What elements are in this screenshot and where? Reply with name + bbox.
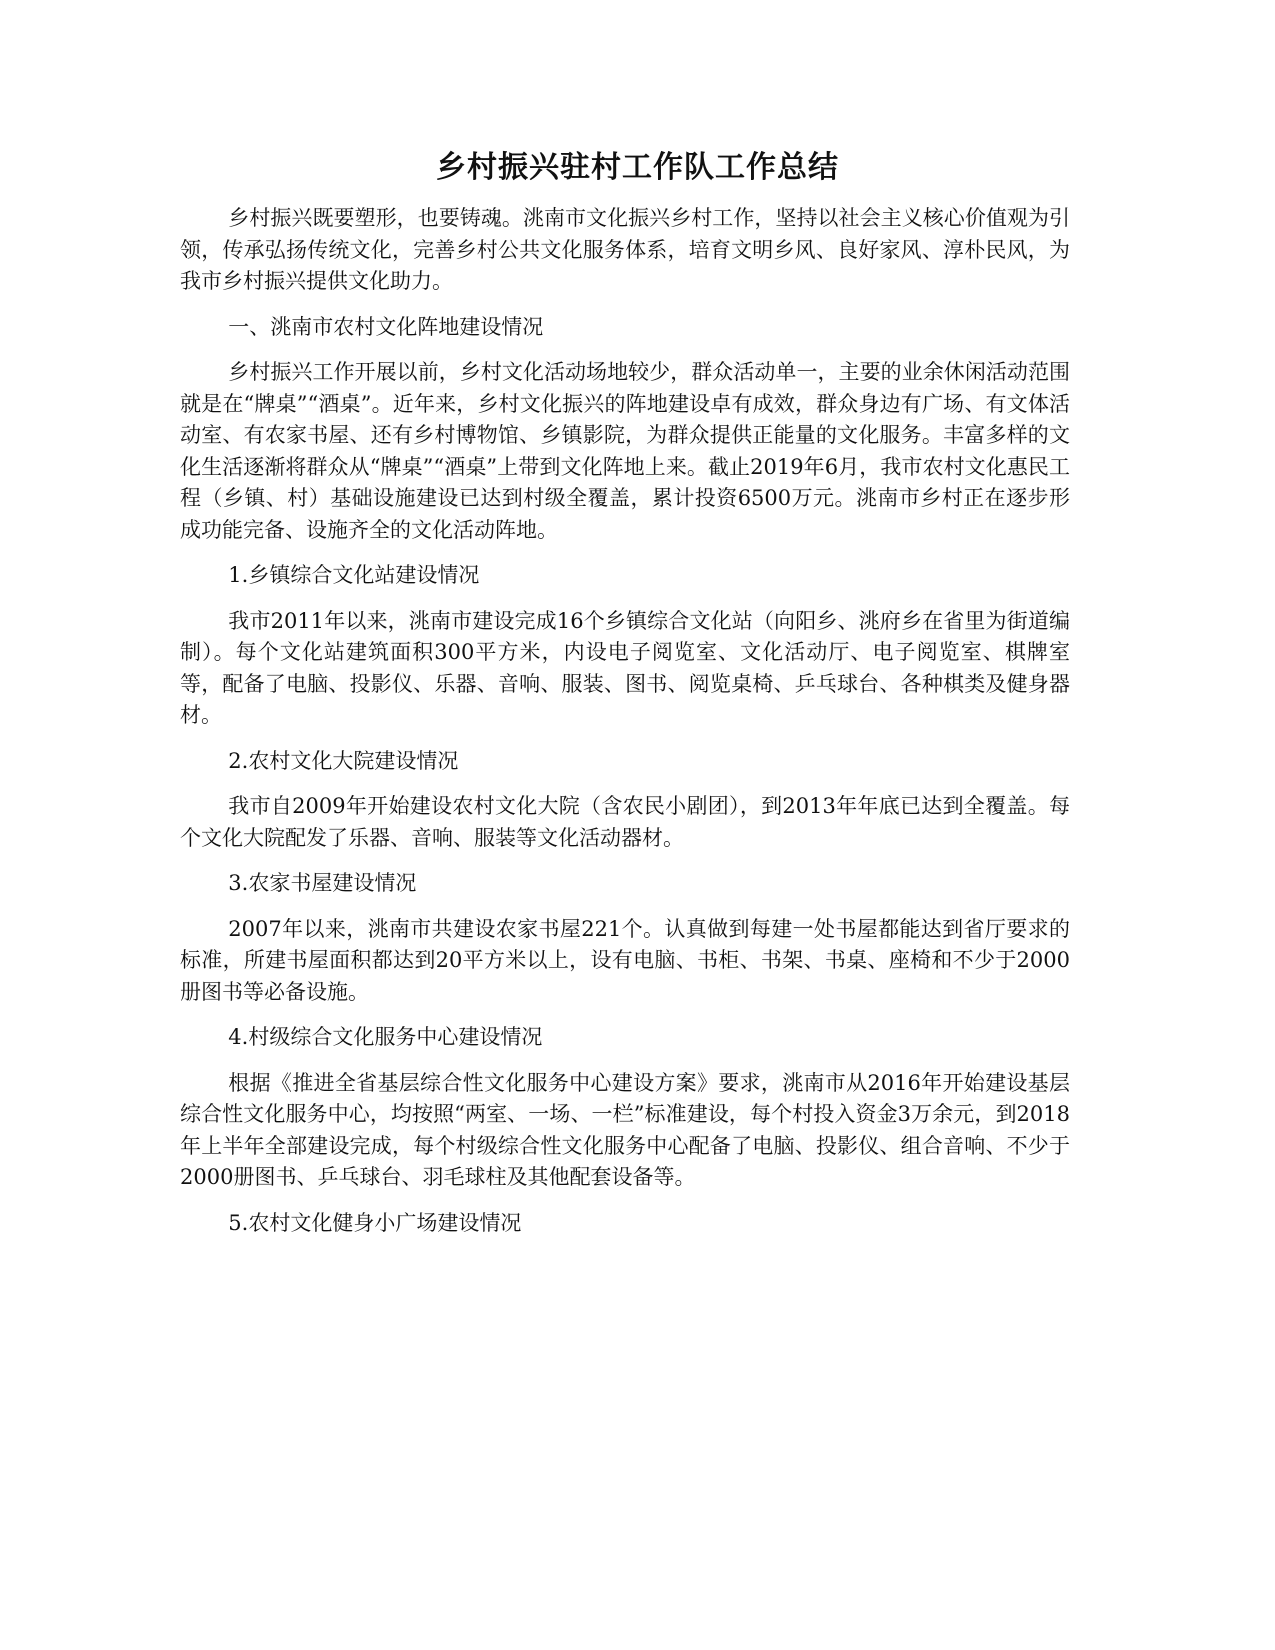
subsection-heading-5: 5.农村文化健身小广场建设情况 <box>228 1210 522 1235</box>
subsection-heading-3: 3.农家书屋建设情况 <box>228 871 417 895</box>
subsection-4-paragraph: 根据《推进全省基层综合性文化服务中心建设方案》要求，洮南市从2016年开始建设基层综合性文化服务中心，均按照“两室、一场、一栏”标准建设，每个村投入资金3万余元，到2018年上半年全部建设完成，每个村级综合性文化服务中心配备了电脑、投影仪、组合音响、不少于2000册图书、乒乓球台、羽毛球柱及其他配套设备等。 <box>180 1070 1070 1189</box>
section-1-paragraph: 乡村振兴工作开展以前，乡村文化活动场地较少，群众活动单一，主要的业余休闲活动范围就是在“牌桌”“酒桌”。近年来，乡村文化振兴的阵地建设卓有成效，群众身边有广场、有文体活动室、有农家书屋、还有乡村博物馆、乡镇影院，为群众提供正能量的文化服务。丰富多样的文化生活逐渐将群众从“牌桌”“酒桌”上带到文化阵地上来。截止2019年6月，我市农村文化惠民工程（乡镇、村）基础设施建设已达到村级全覆盖，累计投资6500万元。洮南市乡村正在逐步形成功能完备、设施齐全的文化活动阵地。 <box>180 360 1070 542</box>
intro-paragraph: 乡村振兴既要塑形，也要铸魂。洮南市文化振兴乡村工作，坚持以社会主义核心价值观为引领，传承弘扬传统文化，完善乡村公共文化服务体系，培育文明乡风、良好家风、淳朴民风，为我市乡村振兴提供文化助力。 <box>180 206 1070 293</box>
subsection-heading-2: 2.农村文化大院建设情况 <box>228 748 459 773</box>
subsection-heading-1: 1.乡镇综合文化站建设情况 <box>228 563 480 587</box>
section-heading-1: 一、洮南市农村文化阵地建设情况 <box>228 314 544 339</box>
subsection-1-paragraph: 我市2011年以来，洮南市建设完成16个乡镇综合文化站（向阳乡、洮府乡在省里为街道编制）。每个文化站建筑面积300平方米，内设电子阅览室、文化活动厅、电子阅览室、棋牌室等，配备了电脑、投影仪、乐器、音响、服装、图书、阅览桌椅、乒乓球台、各种棋类及健身器材。 <box>180 608 1070 727</box>
subsection-3-paragraph: 2007年以来，洮南市共建设农家书屋221个。认真做到每建一处书屋都能达到省厅要求的标准，所建书屋面积都达到20平方米以上，设有电脑、书柜、书架、书桌、座椅和不少于2000册图书等必备设施。 <box>180 916 1070 1004</box>
subsection-2-paragraph: 我市自2009年开始建设农村文化大院（含农民小剧团），到2013年年底已达到全覆盖。每个文化大院配发了乐器、音响、服装等文化活动器材。 <box>180 794 1070 850</box>
document-title: 乡村振兴驻村工作队工作总结 <box>436 150 839 185</box>
subsection-heading-4: 4.村级综合文化服务中心建设情况 <box>228 1025 543 1049</box>
document-body <box>180 203 1070 1253</box>
